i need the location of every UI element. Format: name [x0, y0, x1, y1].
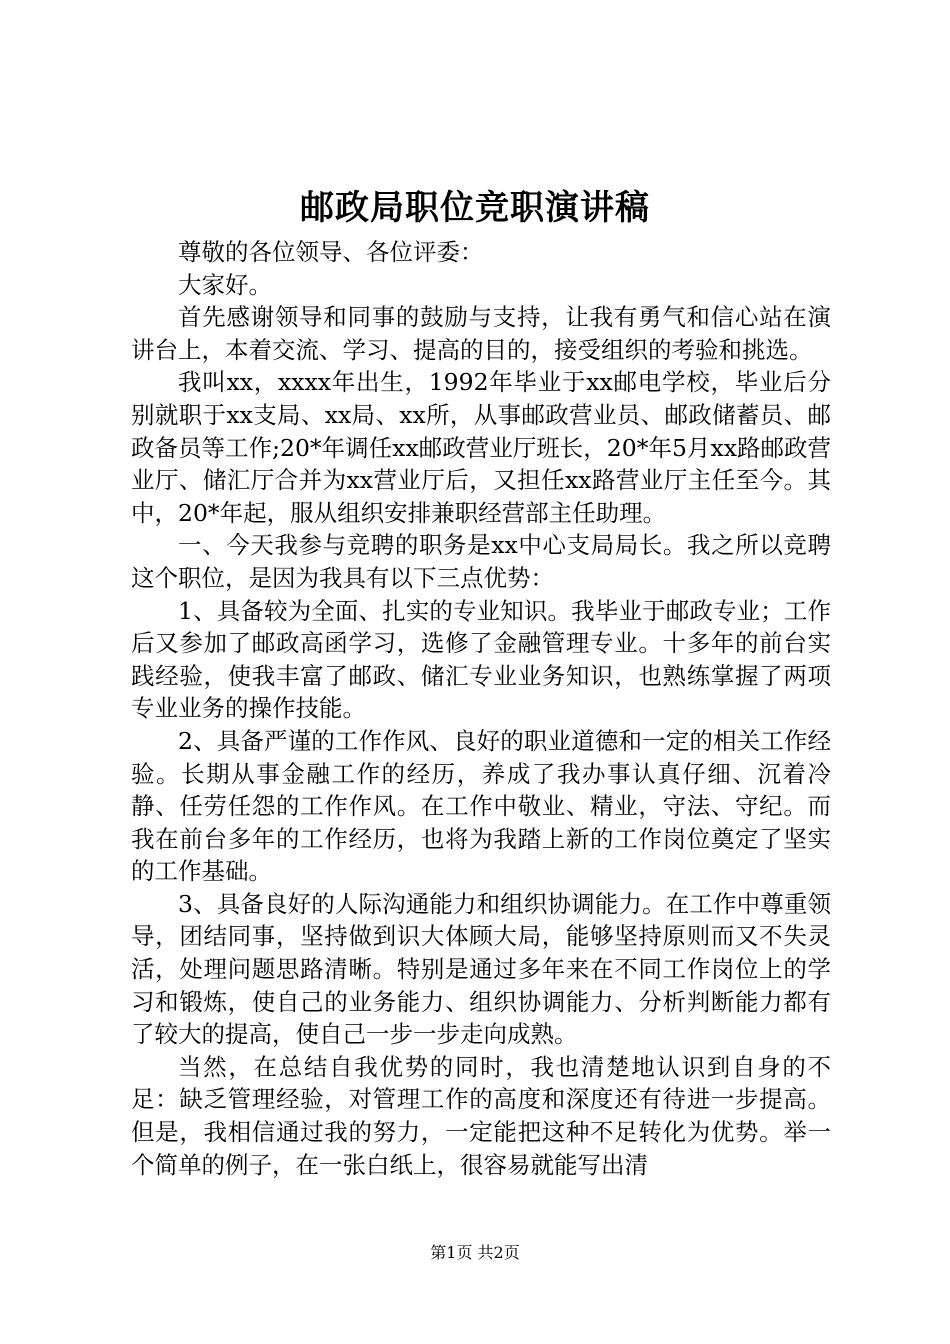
paragraph-advantage-3: 3、具备良好的人际沟通能力和组织协调能力。在工作中尊重领导，团结同事，坚持做到识大体顾大局，能够坚持原则而又不失灵活，处理问题思路清晰。特别是通过多年来在不同工作岗位上的学习和锻炼，使自己的业务能力、组织协调能力、分析判断能力都有了较大的提高，使自己一步一步走向成熟。	[131, 889, 831, 1049]
greeting: 大家好。	[178, 270, 272, 299]
paragraph-advantage-1: 1、具备较为全面、扎实的专业知识。我毕业于邮政专业；工作后又参加了邮政高函学习，选修了金融管理专业。十多年的前台实践经验，使我丰富了邮政、储汇专业业务知识，也熟练掌握了两项专业业务的操作技能。	[131, 596, 831, 723]
paragraph-introduction: 我叫xx，xxxx年出生，1992年毕业于xx邮电学校，毕业后分别就职于xx支局、xx局、xx所，从事邮政营业员、邮政储蓄员、邮政备员等工作;20*年调任xx邮政营业厅班长，20*年5月xx路邮政营业厅、储汇厅合并为xx营业厅后，又担任xx路营业厅主任至今。其中，20*年起，服从组织安排兼职经营部主任助理。	[131, 368, 831, 527]
paragraph-thanks: 首先感谢领导和同事的鼓励与支持，让我有勇气和信心站在演讲台上，本着交流、学习、提高的目的，接受组织的考验和挑选。	[131, 303, 831, 364]
page-footer: 第1页 共2页	[430, 1243, 520, 1262]
paragraph-advantage-2: 2、具备严谨的工作作风、良好的职业道德和一定的相关工作经验。长期从事金融工作的经历，养成了我办事认真仔细、沉着冷静、任劳任怨的工作作风。在工作中敬业、精业，守法、守纪。而我在前台多年的工作经历，也将为我踏上新的工作岗位奠定了坚实的工作基础。	[131, 726, 831, 886]
paragraph-position: 一、今天我参与竞聘的职务是xx中心支局局长。我之所以竞聘这个职位，是因为我具有以下三点优势：	[131, 531, 831, 592]
paragraph-shortcomings: 当然，在总结自我优势的同时，我也清楚地认识到自身的不足：缺乏管理经验，对管理工作的高度和深度还有待进一步提高。但是，我相信通过我的努力，一定能把这种不足转化为优势。举一个简单的例子，在一张白纸上，很容易就能写出清	[131, 1052, 831, 1179]
document-title: 邮政局职位竞职演讲稿	[300, 188, 650, 228]
salutation: 尊敬的各位领导、各位评委：	[178, 238, 484, 266]
document-body	[131, 236, 831, 1181]
